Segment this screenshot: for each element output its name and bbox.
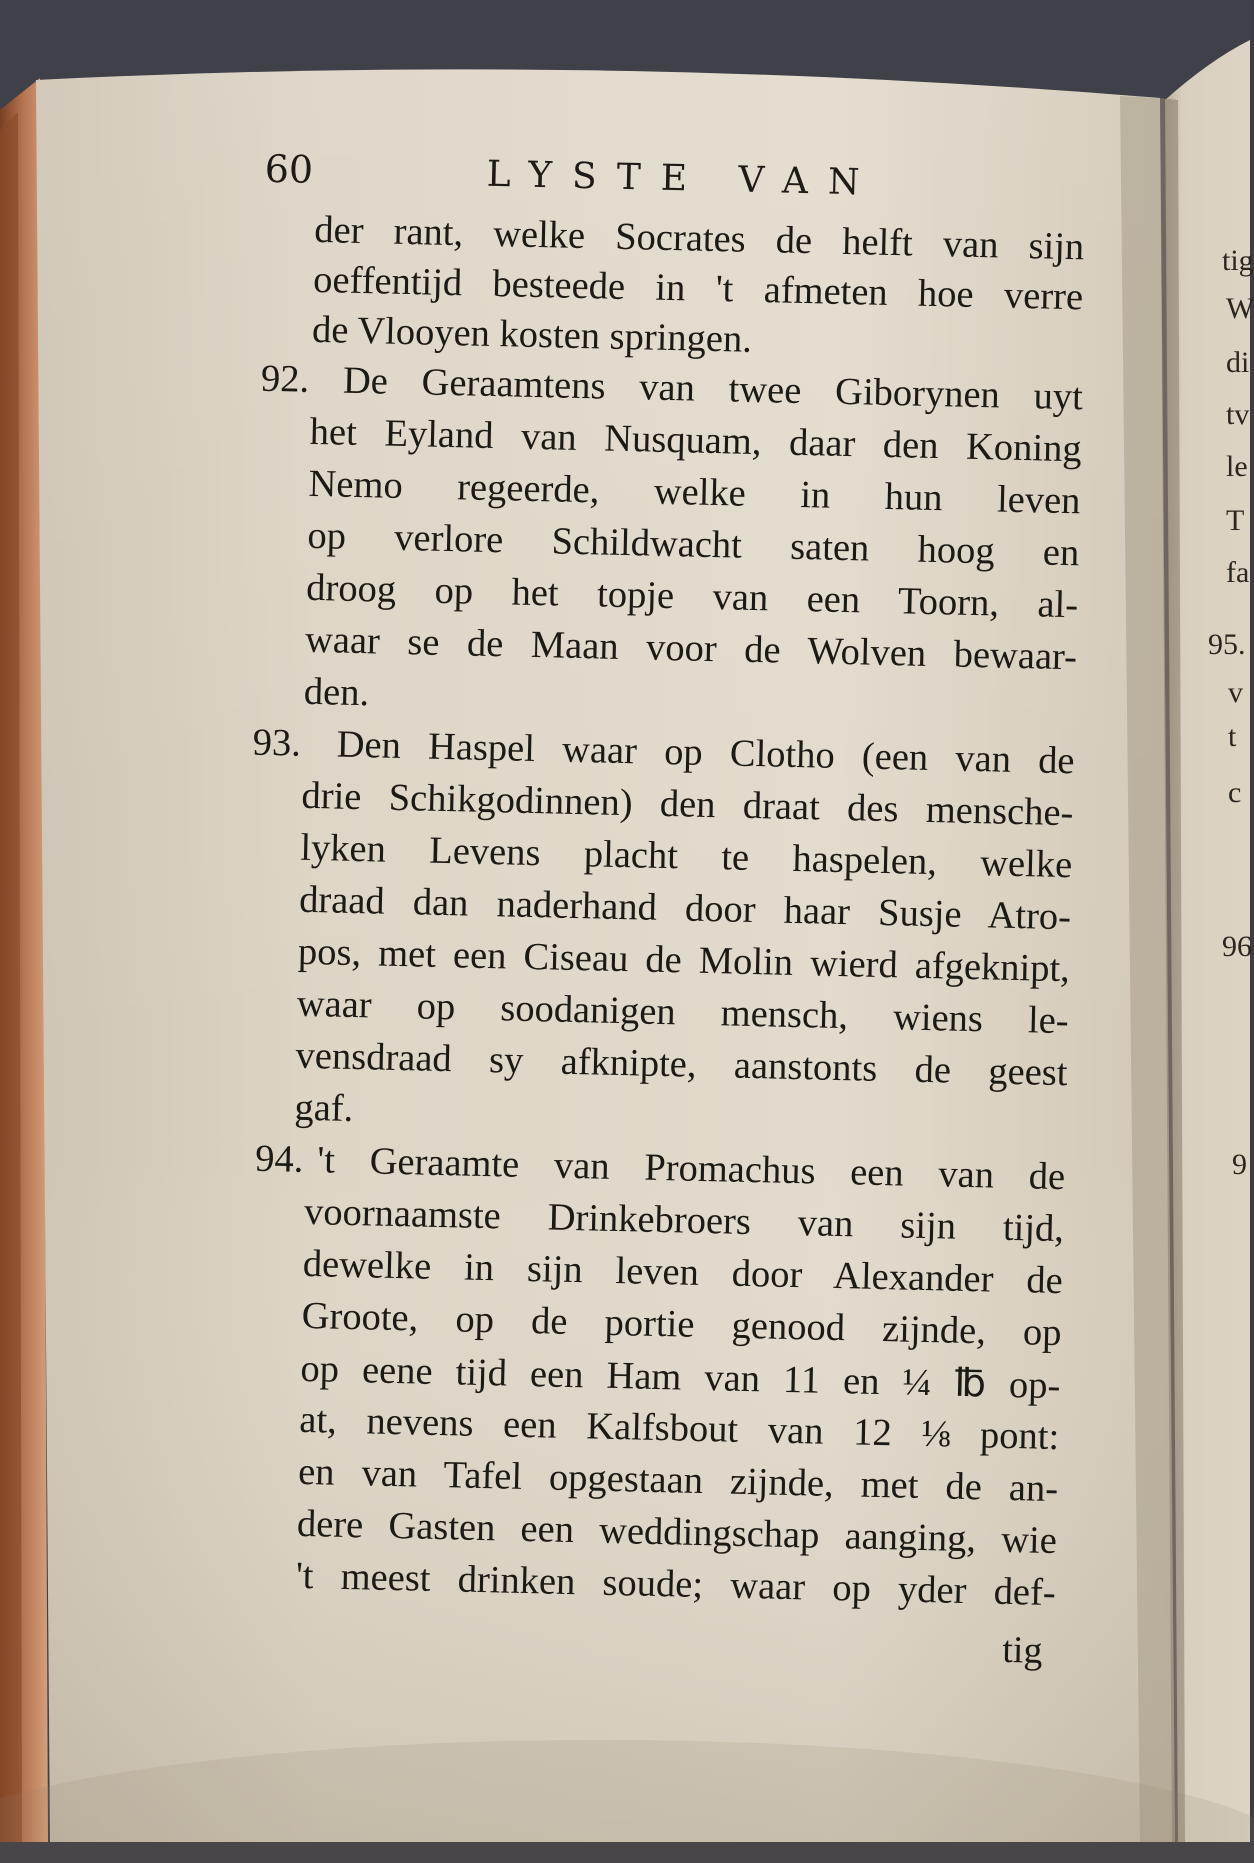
text-line: 't meest drinken soude; waar op yder def-	[295, 1554, 1057, 1615]
text-line: drie Schikgodinnen) den draat des mensche-	[301, 774, 1074, 835]
text-line: voornaamste Drinkebroers van sijn tijd,	[303, 1190, 1065, 1251]
text-line: waar se de Maan voor de Wolven bewaar-	[304, 618, 1078, 679]
right-page-fragment: di	[1226, 346, 1250, 379]
text-line: vensdraad sy afknipte, aanstonts de geest	[295, 1034, 1068, 1095]
text-line: draad dan naderhand door haar Susje Atro-	[298, 878, 1072, 939]
text-line: Nemo regeerde, welke in hun leven	[308, 462, 1081, 523]
text-line: der rant, welke Socrates de helft van sijn	[313, 208, 1085, 269]
text-line: op eene tijd een Ham van 11 en ¼ ℔ op-	[300, 1347, 1061, 1408]
right-page-fragment: tig	[1222, 244, 1254, 277]
text-line: De Geraamtens van twee Giborynen uyt	[342, 359, 1084, 419]
text-line: Den Haspel waar op Clotho (een van de	[336, 723, 1076, 783]
text-line: gaf.	[294, 1086, 354, 1130]
text-line: at, nevens een Kalfsbout van 12 ⅛ pont:	[298, 1398, 1060, 1459]
entry-number: 94.	[254, 1137, 304, 1181]
right-page-fragment: 95.	[1208, 628, 1246, 661]
text-line: en van Tafel opgestaan zijnde, met de an-	[297, 1450, 1059, 1511]
right-page-fragment: tv	[1226, 398, 1250, 431]
entry-number: 93.	[252, 721, 302, 765]
text-line: 't Geraamte van Promachus een van de	[316, 1139, 1066, 1199]
text-line: waar op soodanigen mensch, wiens le-	[296, 982, 1070, 1043]
text-line: lyken Levens placht te haspelen, welke	[299, 826, 1073, 887]
text-line: droog op het topje van een Toorn, al-	[305, 566, 1079, 627]
text-line: dewelke in sijn leven door Alexander de	[302, 1242, 1064, 1303]
right-page-fragment: le	[1226, 450, 1248, 483]
right-page-fragment: v	[1228, 676, 1243, 709]
right-page-fragment: fa	[1226, 556, 1250, 589]
text-line: Groote, op de portie genood zijnde, op	[301, 1294, 1063, 1355]
text-line: de Vlooyen kosten springen.	[311, 308, 753, 361]
right-page-fragment: t	[1228, 720, 1237, 753]
text-line: pos, met een Ciseau de Molin wierd afgeknipt,	[297, 930, 1071, 991]
right-page-fragment: T	[1226, 504, 1245, 537]
text-line: oeffentijd besteede in 't afmeten hoe verre	[312, 258, 1084, 319]
text-line: dere Gasten een weddingschap aanging, wie	[296, 1502, 1058, 1563]
right-page-fragment: 96	[1222, 930, 1252, 963]
text-line: op verlore Schildwacht saten hoog en	[306, 514, 1080, 575]
right-page-fragment: 9	[1232, 1148, 1247, 1181]
running-title: LYSTE VAN	[486, 153, 880, 204]
right-page-fragment: W	[1226, 292, 1254, 325]
page-number: 60	[264, 146, 314, 192]
right-page-fragment: c	[1228, 776, 1242, 809]
entry-number: 92.	[260, 357, 310, 401]
text-line: den.	[303, 670, 370, 715]
catchword: tig	[1001, 1628, 1043, 1672]
text-line: het Eyland van Nusquam, daar den Koning	[309, 410, 1083, 471]
